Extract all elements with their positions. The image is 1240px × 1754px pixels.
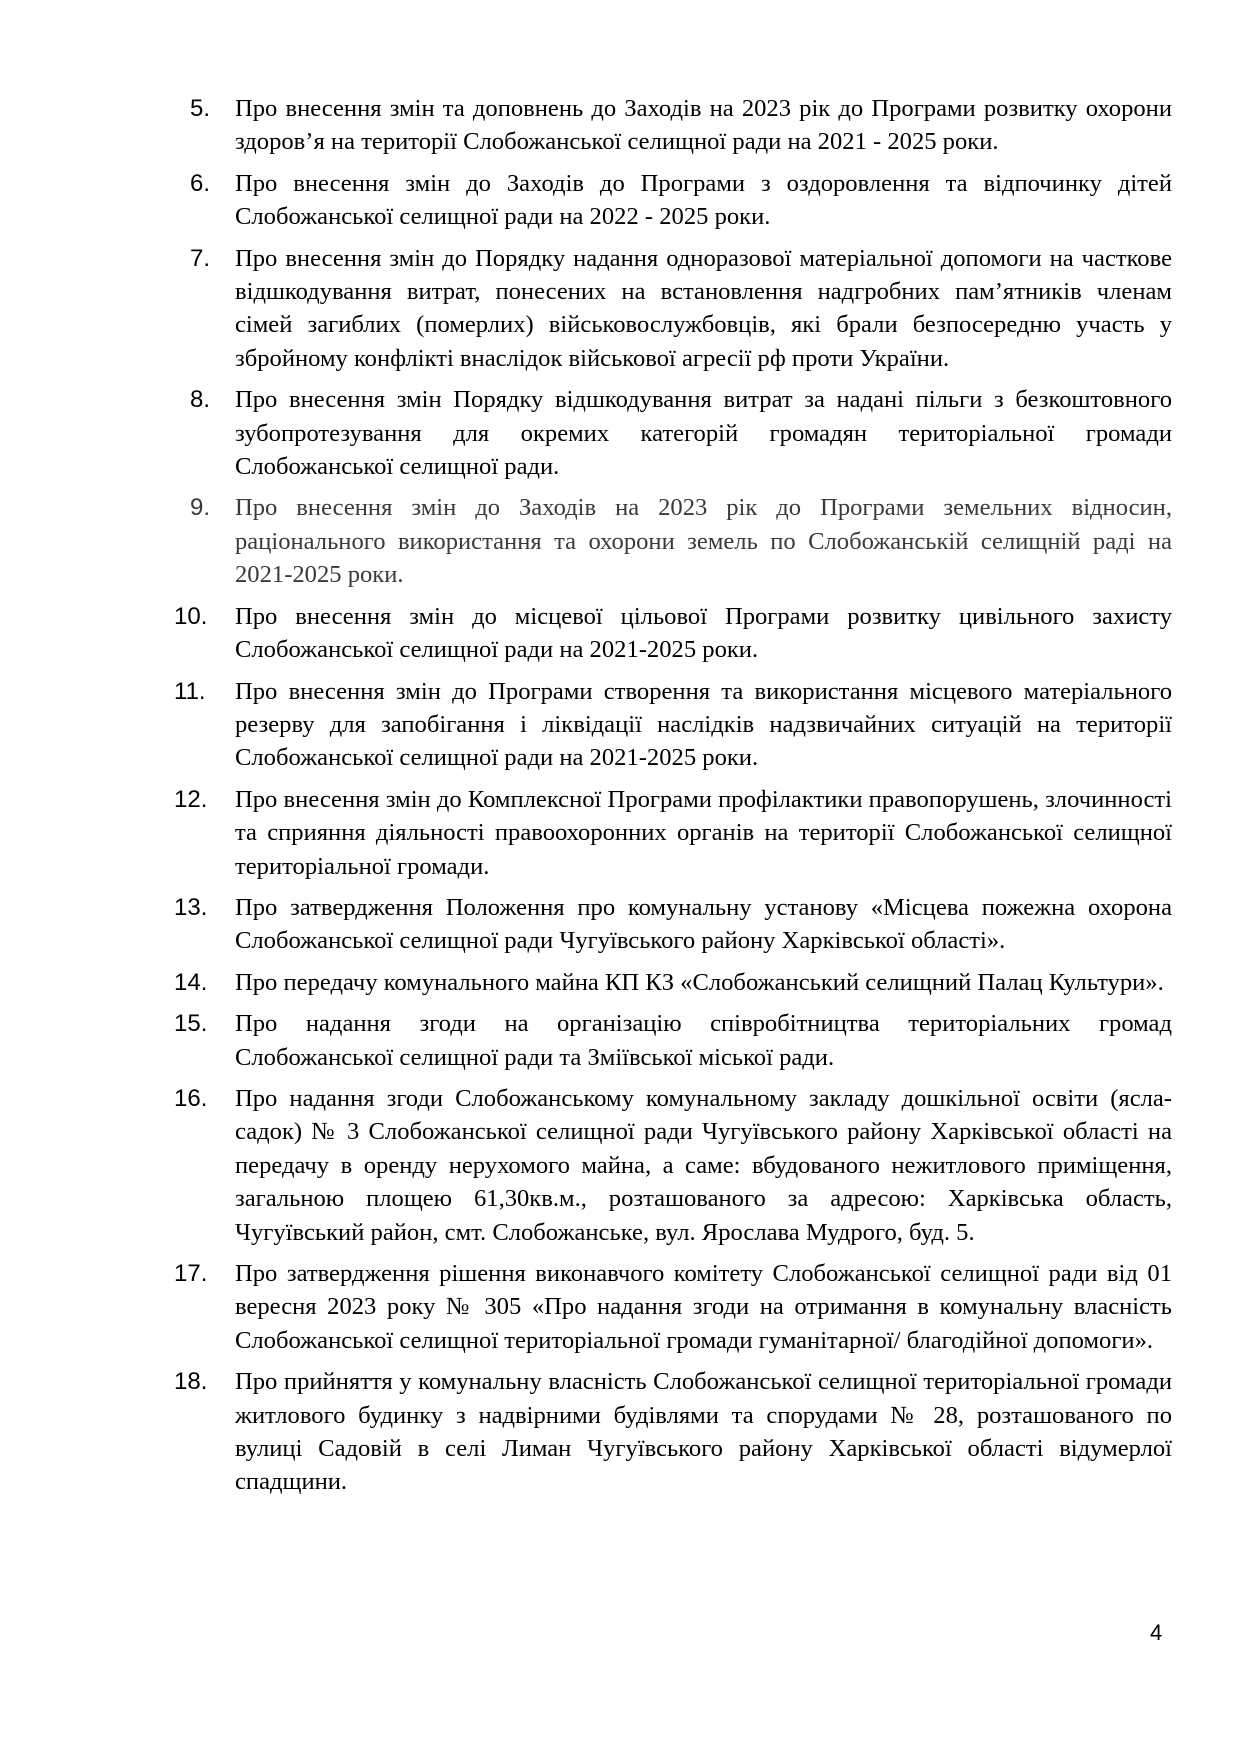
agenda-item-12 [174,783,1172,883]
agenda-item-text: Про надання згоди Слобожанському комунальному закладу дошкільної освіти (ясла-садок) № 3 Слобожанської селищної ради Чугуївського району Харківської області на передачу в оренду нерухомого майна, а саме: вбудованого нежитлового приміщення, загальною площею 61,30кв.м., розташованого за адресою: Харківська область, Чугуївський район, смт. Слобожанське, вул. Ярослава Мудрого, буд. 5. [235,1084,1172,1246]
agenda-item-text: Про внесення змін до Заходів на 2023 рік до Програми земельних відносин, раціонального використання та охорони земель по Слобожанській селищній раді на 2021-2025 роки. [235,494,1172,589]
agenda-item-9 [190,491,1172,591]
agenda-item-text: Про прийняття у комунальну власність Слобожанської селищної територіальної громади житлового будинку з надвірними будівлями та спорудами № 28, розташованого по вулиці Садовій в селі Лиман Чугуївського району Харківської області відумерлої спадщини. [235,1368,1172,1496]
agenda-item-17 [174,1257,1172,1357]
agenda-item-number: 9. [190,494,211,522]
agenda-item-number: 7. [190,244,211,272]
agenda-item-14 [174,966,1172,999]
agenda-item-16 [174,1082,1172,1249]
agenda-list [174,92,1172,1507]
agenda-item-text: Про затвердження Положення про комунальну установу «Місцева пожежна охорона Слобожанської селищної ради Чугуївського району Харківської області». [235,893,1172,955]
agenda-item-number: 17. [174,1260,208,1287]
agenda-item-number: 10. [174,602,208,630]
agenda-item-number: 11. [174,677,206,705]
agenda-item-number: 18. [174,1368,208,1396]
agenda-item-number: 6. [190,169,211,197]
agenda-item-text: Про передачу комунального майна КП КЗ «Слобожанський селищний Палац Культури». [235,968,1164,996]
page-number: 4 [1150,1620,1163,1645]
agenda-item-number: 13. [174,893,208,921]
agenda-item-10 [174,600,1172,667]
agenda-item-number: 16. [174,1084,208,1112]
agenda-item-text: Про внесення змін та доповнень до Заходів на 2023 рік до Програми розвитку охорони здоров’я на території Слобожанської селищної ради на 2021 - 2025 роки. [235,95,1172,156]
agenda-item-text: Про внесення змін до Програми створення та використання місцевого матеріального резерву для запобігання і ліквідації наслідків надзвичайних ситуацій на території Слобожанської селищної ради на 2021-2025 роки. [235,677,1172,772]
agenda-item-text: Про затвердження рішення виконавчого комітету Слобожанської селищної ради від 01 вересня 2023 року № 305 «Про надання згоди на отримання в комунальну власність Слобожанської селищної територіальної громади гуманітарної/ благодійної допомоги». [235,1260,1172,1354]
agenda-item-text: Про внесення змін Порядку відшкодування витрат за надані пільги з безкоштовного зубопротезування для окремих категорій громадян територіальної громади Слобожанської селищної ради. [235,386,1172,481]
agenda-item-15 [174,1007,1172,1074]
agenda-item-11 [174,675,1172,775]
agenda-item-number: 15. [174,1010,208,1038]
agenda-item-7 [190,242,1172,376]
agenda-item-8 [190,383,1172,483]
agenda-item-text: Про внесення змін до Заходів до Програми з оздоровлення та відпочинку дітей Слобожанської селищної ради на 2022 - 2025 роки. [235,169,1172,231]
agenda-item-number: 8. [190,386,211,414]
agenda-item-5 [190,92,1172,159]
agenda-item-number: 5. [190,95,211,122]
agenda-item-text: Про надання згоди на організацію співробітництва територіальних громад Слобожанської селищної ради та Зміївської міської ради. [235,1010,1172,1071]
agenda-item-6 [190,167,1172,234]
agenda-item-13 [174,891,1172,958]
agenda-item-number: 12. [174,785,208,813]
agenda-item-text: Про внесення змін до Комплексної Програми профілактики правопорушень, злочинності та сприяння діяльності правоохоронних органів на території Слобожанської селищної територіальної громади. [235,785,1172,880]
agenda-item-text: Про внесення змін до місцевої цільової Програми розвитку цивільного захисту Слобожанської селищної ради на 2021-2025 роки. [235,602,1172,664]
agenda-item-18 [174,1365,1172,1499]
agenda-item-number: 14. [174,968,208,996]
agenda-item-text: Про внесення змін до Порядку надання одноразової матеріальної допомоги на часткове відшкодування витрат, понесених на встановлення надгробних пам’ятників членам сімей загиблих (померлих) військовослужбовців, які брали безпосередню участь у збройному конфлікті внаслідок військової агресії рф проти України. [235,244,1172,372]
